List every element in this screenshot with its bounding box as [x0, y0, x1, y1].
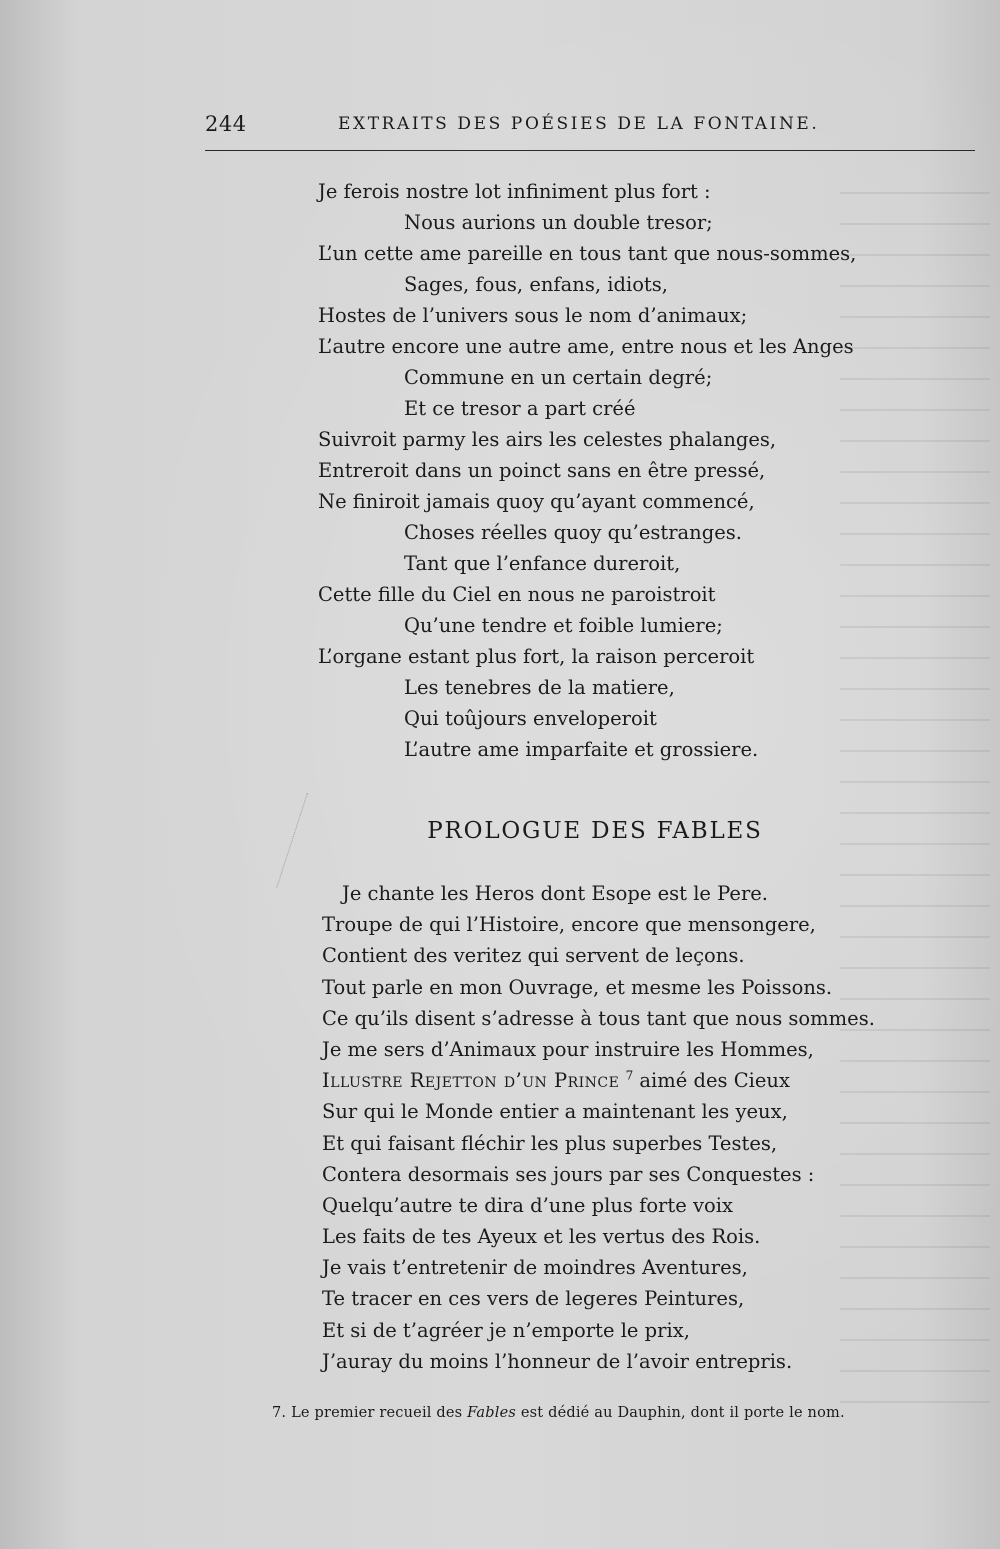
prologue-line: Les faits de tes Ayeux et les vertus des Rois.: [322, 1225, 761, 1249]
verse-line: L’autre ame imparfaite et grossiere.: [404, 738, 759, 761]
footnote-text-after: est dédié au Dauphin, dont il porte le nom.: [520, 1405, 845, 1421]
section-title: PROLOGUE DES FABLES: [427, 818, 763, 844]
verse-line: Qui toûjours enveloperoit: [404, 707, 657, 730]
verse-line: Les tenebres de la matiere,: [404, 676, 675, 699]
prologue-line: Je me sers d’Animaux pour instruire les Hommes,: [322, 1037, 814, 1061]
running-head-title: EXTRAITS DES POÉSIES DE LA FONTAINE.: [338, 114, 820, 134]
verse-line: Commune en un certain degré;: [404, 366, 713, 389]
verse-line: Tant que l’enfance dureroit,: [404, 552, 681, 575]
verse-line: Je ferois nostre lot infiniment plus fort :: [318, 180, 711, 203]
header-rule: [205, 150, 975, 151]
verse-line: L’organe estant plus fort, la raison perceroit: [318, 645, 755, 668]
prologue-line: Contient des veritez qui servent de leçons.: [322, 944, 745, 968]
verse-block: [318, 176, 856, 765]
dedication-smallcaps: Illustre Rejetton d’un Prince: [322, 1069, 620, 1093]
dedication-rest: aimé des Cieux: [639, 1069, 790, 1093]
prologue-line: Et si de t’agréer je n’emporte le prix,: [322, 1318, 690, 1342]
prologue-line: Sur qui le Monde entier a maintenant les yeux,: [322, 1100, 788, 1124]
prologue-line: Quelqu’autre te dira d’une plus forte voix: [322, 1193, 733, 1217]
running-head: [200, 112, 970, 142]
verse-line: Et ce tresor a part créé: [404, 397, 636, 420]
verse-line: L’autre encore une autre ame, entre nous et les Anges: [318, 335, 854, 358]
prologue-line: Tout parle en mon Ouvrage, et mesme les Poissons.: [322, 975, 833, 999]
verse-line: Suivroit parmy les airs les celestes phalanges,: [318, 428, 777, 451]
verse-line: L’un cette ame pareille en tous tant que nous-sommes,: [318, 242, 857, 265]
prologue-line: Te tracer en ces vers de legeres Peintures,: [322, 1287, 745, 1311]
footnote-text-before: Le premier recueil des: [291, 1405, 463, 1421]
verse-line: Cette fille du Ciel en nous ne paroistroit: [318, 583, 716, 606]
prologue-line: Contera desormais ses jours par ses Conquestes :: [322, 1162, 815, 1186]
prologue-line: Et qui faisant fléchir les plus superbes Testes,: [322, 1131, 778, 1155]
verse-line: Sages, fous, enfans, idiots,: [404, 273, 668, 296]
verse-line: Qu’une tendre et foible lumiere;: [404, 614, 723, 637]
verse-line: Choses réelles quoy qu’estranges.: [404, 521, 742, 544]
prologue-line: Troupe de qui l’Histoire, encore que mensongere,: [322, 913, 816, 937]
verse-line: Nous aurions un double tresor;: [404, 211, 713, 234]
footnote-number: 7.: [272, 1405, 287, 1421]
prologue-line: Je chante les Heros dont Esope est le Pere.: [342, 882, 769, 905]
prologue-line: Ce qu’ils disent s’adresse à tous tant que nous sommes.: [322, 1006, 875, 1030]
prologue-line: J’auray du moins l’honneur de l’avoir entrepris.: [322, 1349, 793, 1373]
prologue-verse: [322, 878, 875, 1377]
footnote-italic-title: Fables: [467, 1405, 517, 1421]
page-number: 244: [205, 112, 247, 136]
prologue-line: Je vais t’entretenir de moindres Aventures,: [322, 1256, 748, 1280]
dedication-line: [322, 1065, 875, 1096]
footnote-reference: 7: [625, 1068, 634, 1083]
verse-line: Entreroit dans un poinct sans en être pressé,: [318, 459, 766, 482]
verse-line: Hostes de l’univers sous le nom d’animaux;: [318, 304, 748, 327]
footnote: [272, 1405, 845, 1421]
verse-line: Ne finiroit jamais quoy qu’ayant commencé,: [318, 490, 755, 513]
